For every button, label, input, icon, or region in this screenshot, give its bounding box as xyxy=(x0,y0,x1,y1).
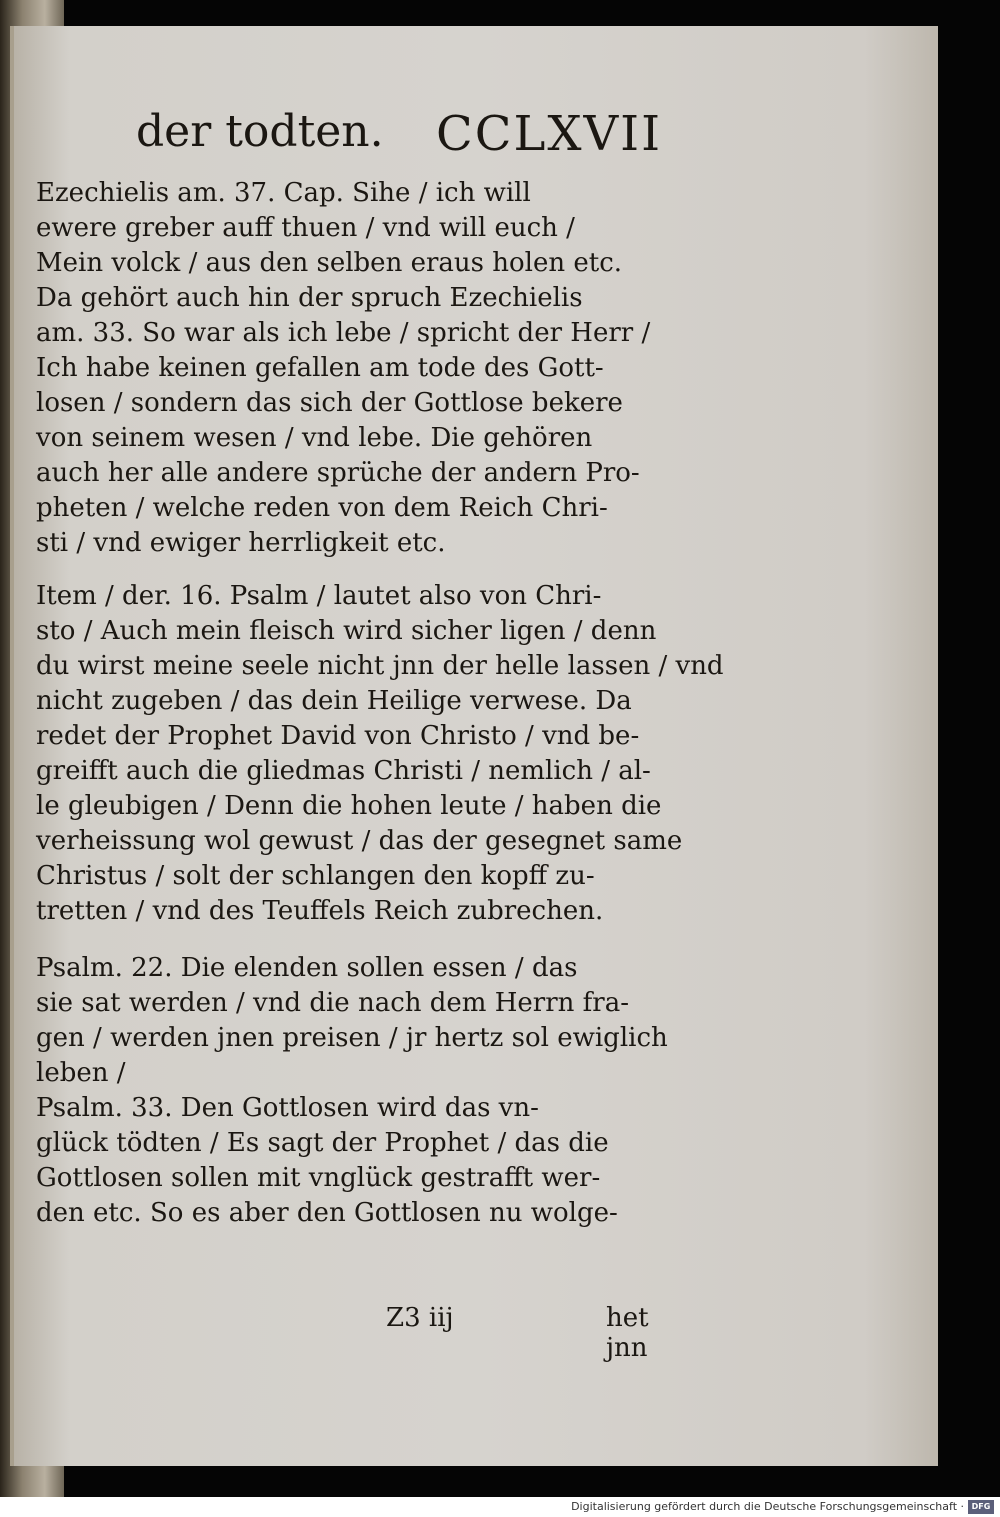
text-line: sie sat werden / vnd die nach dem Herrn fra- xyxy=(36,988,629,1018)
running-title: der todten. xyxy=(136,106,384,157)
text-line: Mein volck / aus den selben eraus holen etc. xyxy=(36,248,623,278)
credit-text: Digitalisierung gefördert durch die Deutsche Forschungsgemeinschaft · xyxy=(571,1500,964,1513)
text-line: am. 33. So war als ich lebe / spricht der Herr / xyxy=(36,318,651,348)
running-header xyxy=(36,106,676,176)
text-line: Da gehört auch hin der spruch Ezechielis xyxy=(36,283,583,313)
text-line: verheissung wol gewust / das der gesegnet same xyxy=(36,826,683,856)
text-line: Item / der. 16. Psalm / lautet also von Chri- xyxy=(36,581,602,611)
text-line: auch her alle andere sprüche der andern Pro- xyxy=(36,458,640,488)
dfg-logo: DFG xyxy=(968,1500,994,1514)
text-line: sto / Auch mein fleisch wird sicher ligen / denn xyxy=(36,616,657,646)
text-line: Ezechielis am. 37. Cap. Sihe / ich will xyxy=(36,178,531,208)
text-line: tretten / vnd des Teuffels Reich zubrechen. xyxy=(36,896,604,926)
text-line: Christus / solt der schlangen den kopff zu- xyxy=(36,861,595,891)
signature-mark: Z3 iij xyxy=(386,1303,454,1333)
text-line: glück tödten / Es sagt der Prophet / das die xyxy=(36,1128,609,1158)
text-line: Ich habe keinen gefallen am tode des Gott- xyxy=(36,353,604,383)
text-line: ewere greber auff thuen / vnd will euch / xyxy=(36,213,575,243)
paragraph-gap xyxy=(36,561,676,579)
text-block xyxy=(36,106,724,1363)
paragraph-gap xyxy=(36,929,676,951)
text-line: den etc. So es aber den Gottlosen nu wolge- xyxy=(36,1198,618,1228)
text-line: greifft auch die gliedmas Christi / nemlich / al- xyxy=(36,756,651,786)
text-line: Psalm. 22. Die elenden sollen essen / das xyxy=(36,953,578,983)
text-line: du wirst meine seele nicht jnn der helle lassen / vnd xyxy=(36,651,724,681)
catchword: het jnn xyxy=(606,1303,649,1363)
book-page xyxy=(10,26,938,1466)
text-line: Gottlosen sollen mit vnglück gestrafft wer- xyxy=(36,1163,601,1193)
text-line: pheten / welche reden von dem Reich Chri- xyxy=(36,493,608,523)
text-line: redet der Prophet David von Christo / vnd be- xyxy=(36,721,640,751)
text-line: Psalm. 33. Den Gottlosen wird das vn- xyxy=(36,1093,539,1123)
text-line: von seinem wesen / vnd lebe. Die gehören xyxy=(36,423,593,453)
page-footer xyxy=(36,1303,696,1363)
text-line: le gleubigen / Denn die hohen leute / haben die xyxy=(36,791,662,821)
text-line: losen / sondern das sich der Gottlose bekere xyxy=(36,388,623,418)
text-line: nicht zugeben / das dein Heilige verwese. Da xyxy=(36,686,632,716)
folio-number: CCLXVII xyxy=(436,106,663,162)
text-line: sti / vnd ewiger herrligkeit etc. xyxy=(36,528,446,558)
text-line: leben / xyxy=(36,1058,126,1088)
credit-bar xyxy=(0,1497,1000,1517)
text-line: gen / werden jnen preisen / jr hertz sol ewiglich xyxy=(36,1023,668,1053)
